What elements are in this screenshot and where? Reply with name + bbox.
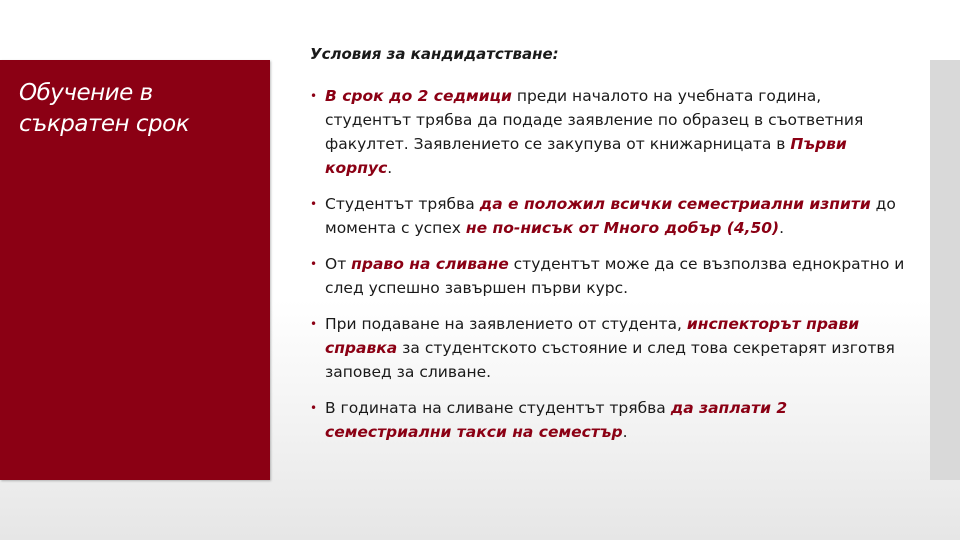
body-text: В годината на сливане студентът трябва	[325, 399, 671, 417]
body-text: до момента с успех	[325, 195, 896, 237]
list-item	[310, 192, 910, 240]
list-item	[310, 252, 910, 300]
highlight-text: инспекторът прави справка	[325, 315, 860, 357]
bullet-dot-icon: •	[310, 89, 318, 103]
bullet-dot-icon: •	[310, 257, 318, 271]
highlight-text: не по-нисък от Много добър (4,50)	[465, 219, 780, 237]
bullet-dot-icon: •	[310, 401, 318, 415]
highlight-text: да е положил всички семестриални изпити	[479, 195, 871, 213]
conditions-list	[310, 84, 910, 444]
bullet-dot-icon: •	[310, 317, 318, 331]
highlight-text: право на сливане	[351, 255, 509, 273]
bullet-dot-icon: •	[310, 197, 318, 211]
body-text: При подаване на заявлението от студента,	[325, 315, 687, 333]
content-heading: Условия за кандидатстване:	[310, 45, 559, 63]
highlight-text: да заплати 2 семестриални такси на семестър	[325, 399, 788, 441]
list-item	[310, 312, 910, 384]
content-area	[310, 44, 910, 456]
body-text: .	[779, 219, 785, 237]
right-accent-strip	[930, 60, 960, 480]
list-item	[310, 396, 910, 444]
title-panel	[0, 60, 270, 480]
body-text: .	[387, 159, 393, 177]
list-item	[310, 84, 910, 180]
body-text: преди началото на учебната година, студентът трябва да подаде заявление по образец в съответния факултет. Заявлението се закупува от книжарницата в	[325, 87, 864, 153]
body-text: студентът може да се възползва еднократно и след успешно завършен първи курс.	[325, 255, 905, 297]
slide-title-line2: съкратен срок	[19, 111, 190, 137]
body-text: за студентското състояние и след това секретарят изготвя заповед за сливане.	[325, 339, 895, 381]
highlight-text: В срок до 2 седмици	[325, 87, 512, 105]
slide-title	[19, 78, 259, 140]
highlight-text: Първи корпус	[325, 135, 847, 177]
slide-title-line1: Обучение в	[19, 80, 153, 106]
body-text: От	[325, 255, 352, 273]
body-text: Студентът трябва	[325, 195, 480, 213]
body-text: .	[622, 423, 628, 441]
